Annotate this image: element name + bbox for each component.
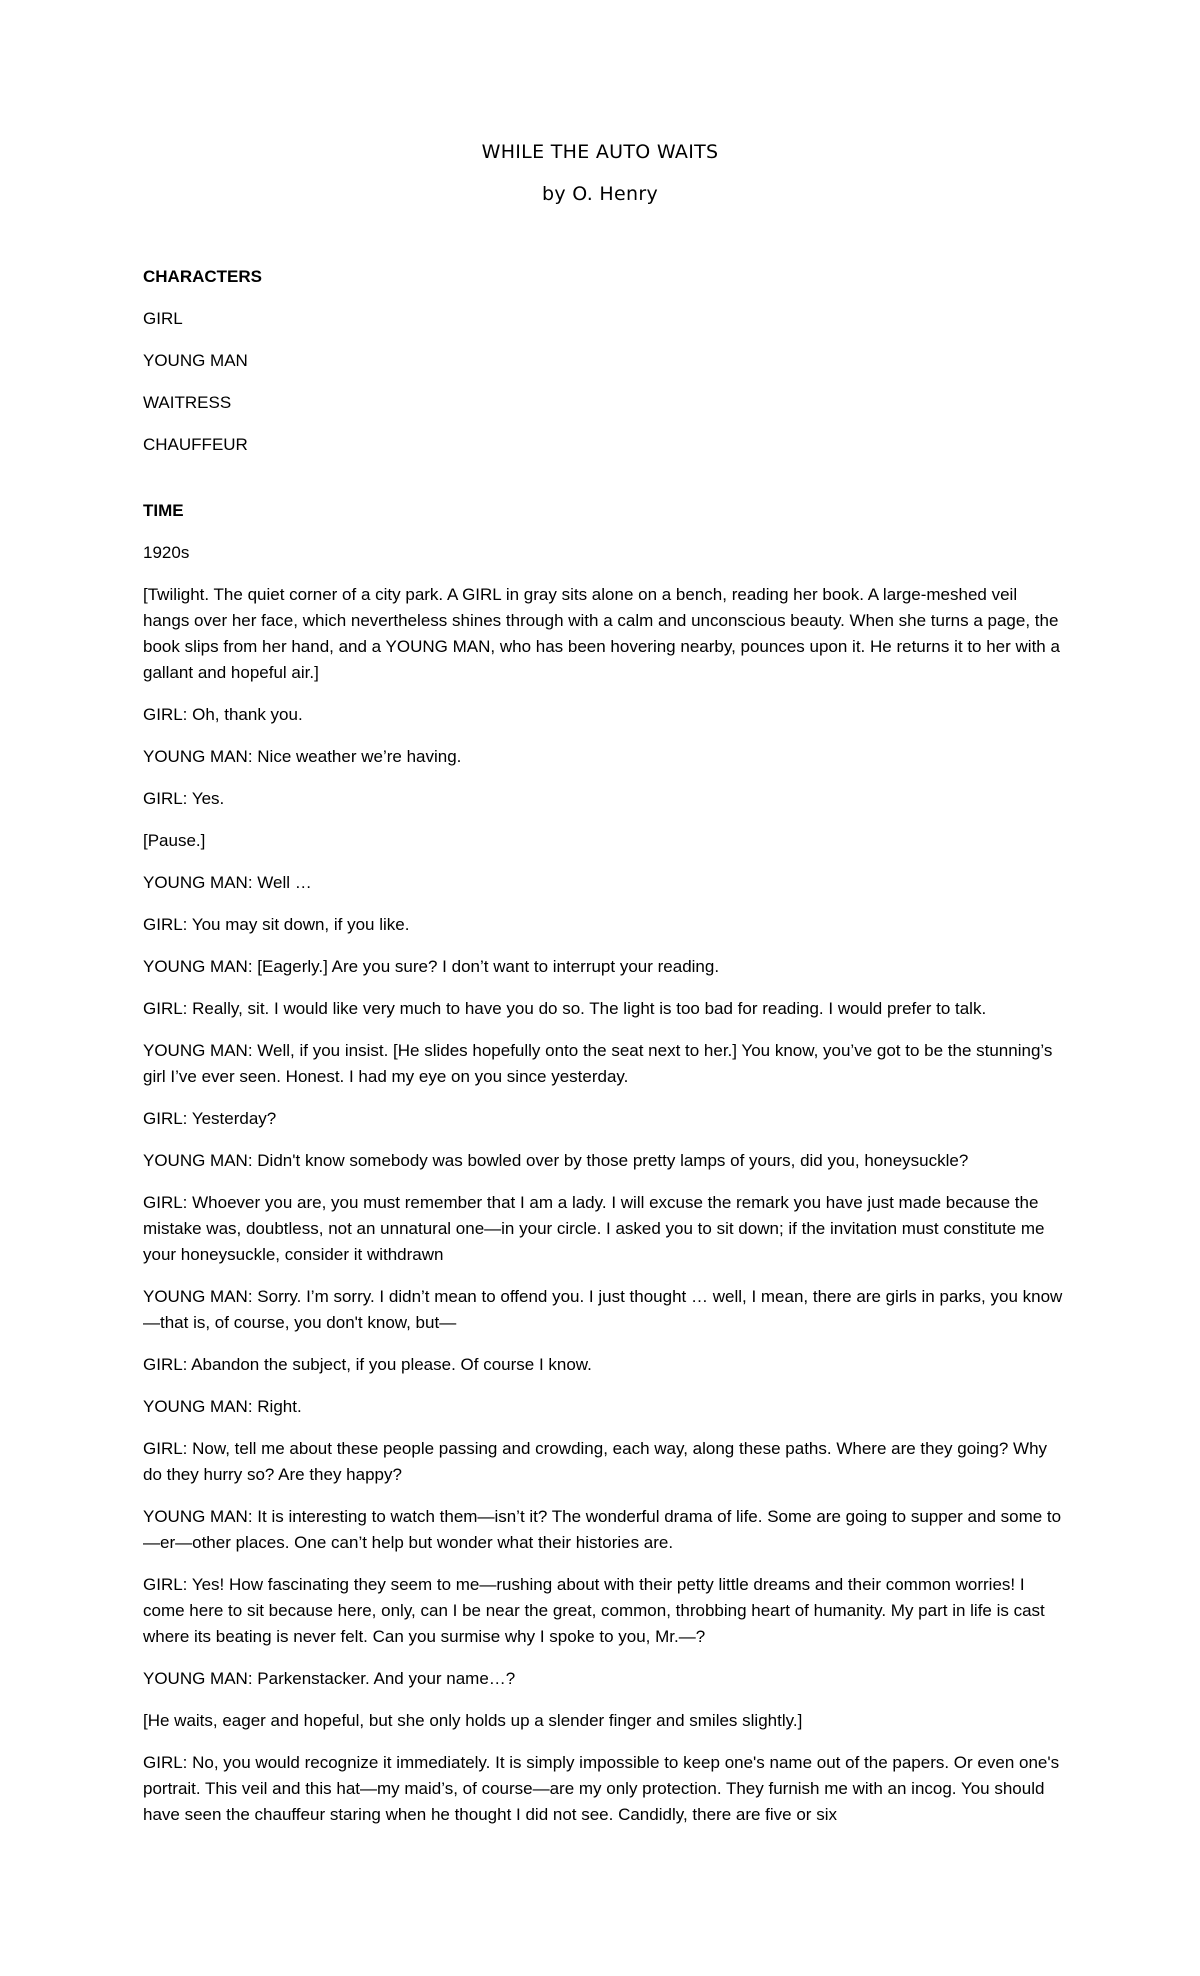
dialogue-line: YOUNG MAN: Didn't know somebody was bowled over by those pretty lamps of yours, did you, honeysuckle? — [143, 1151, 969, 1170]
document-body — [143, 264, 1068, 1844]
dialogue-line: YOUNG MAN: [Eagerly.] Are you sure? I don’t want to interrupt your reading. — [143, 957, 720, 976]
time-value: 1920s — [143, 543, 190, 562]
dialogue-line: YOUNG MAN: It is interesting to watch them—isn’t it? The wonderful drama of life. Some are going to supper and some to—er—other places. One can’t help but wonder what their histories are. — [143, 1507, 1062, 1552]
dialogue-line: YOUNG MAN: Well, if you insist. [He slides hopefully onto the seat next to her.] You know, you’ve got to be the stunning’s girl I’ve ever seen. Honest. I had my eye on you since yesterday. — [143, 1041, 1053, 1086]
characters-heading: CHARACTERS — [143, 267, 262, 286]
character-item: WAITRESS — [143, 393, 232, 412]
stage-direction: [Twilight. The quiet corner of a city park. A GIRL in gray sits alone on a bench, reading her book. A large-meshed veil hangs over her face, which nevertheless shines through with a calm and unconscious beauty. When she turns a page, the book slips from her hand, and a YOUNG MAN, who has been hovering nearby, pounces upon it. He returns it to her with a gallant and hopeful air.] — [143, 585, 1060, 682]
byline: by O. Henry — [542, 183, 658, 205]
dialogue-line: GIRL: Really, sit. I would like very much to have you do so. The light is too bad for reading. I would prefer to talk. — [143, 999, 987, 1018]
dialogue-line: YOUNG MAN: Right. — [143, 1397, 302, 1416]
character-item: CHAUFFEUR — [143, 435, 248, 454]
character-item: YOUNG MAN — [143, 351, 248, 370]
play-title: WHILE THE AUTO WAITS — [481, 141, 719, 163]
stage-direction: [He waits, eager and hopeful, but she only holds up a slender finger and smiles slightly.] — [143, 1711, 803, 1730]
dialogue-line: YOUNG MAN: Sorry. I’m sorry. I didn’t mean to offend you. I just thought … well, I mean, there are girls in parks, you know—that is, of course, you don't know, but— — [143, 1287, 1063, 1332]
dialogue-line: GIRL: Whoever you are, you must remember that I am a lady. I will excuse the remark you have just made because the mistake was, doubtless, not an unnatural one—in your circle. I asked you to sit down; if the invitation must constitute me your honeysuckle, consider it withdrawn — [143, 1193, 1045, 1264]
dialogue-line: YOUNG MAN: Parkenstacker. And your name…? — [143, 1669, 516, 1688]
time-heading: TIME — [143, 501, 184, 520]
dialogue-line: GIRL: Yes. — [143, 789, 225, 808]
dialogue-line: GIRL: Oh, thank you. — [143, 705, 303, 724]
dialogue-line: GIRL: Yes! How fascinating they seem to me—rushing about with their petty little dreams and their common worries! I come here to sit because here, only, can I be near the great, common, throbbing heart of humanity. My part in life is cast where its beating is never felt. Can you surmise why I spoke to you, Mr.—? — [143, 1575, 1045, 1646]
dialogue-line: GIRL: Abandon the subject, if you please. Of course I know. — [143, 1355, 592, 1374]
dialogue-line: GIRL: You may sit down, if you like. — [143, 915, 410, 934]
dialogue-line: YOUNG MAN: Nice weather we’re having. — [143, 747, 462, 766]
section-spacer — [143, 474, 1068, 498]
dialogue-line: GIRL: Yesterday? — [143, 1109, 277, 1128]
dialogue-line: YOUNG MAN: Well … — [143, 873, 312, 892]
dialogue-line: GIRL: Now, tell me about these people passing and crowding, each way, along these paths. Where are they going? Why do they hurry so? Are they happy? — [143, 1439, 1048, 1484]
character-item: GIRL — [143, 309, 183, 328]
stage-direction: [Pause.] — [143, 831, 206, 850]
dialogue-line: GIRL: No, you would recognize it immediately. It is simply impossible to keep one's name out of the papers. Or even one's portrait. This veil and this hat—my maid’s, of course—are my only protection. They furnish me with an incog. You should have seen the chauffeur staring when he thought I did not see. Candidly, there are five or six — [143, 1753, 1060, 1824]
